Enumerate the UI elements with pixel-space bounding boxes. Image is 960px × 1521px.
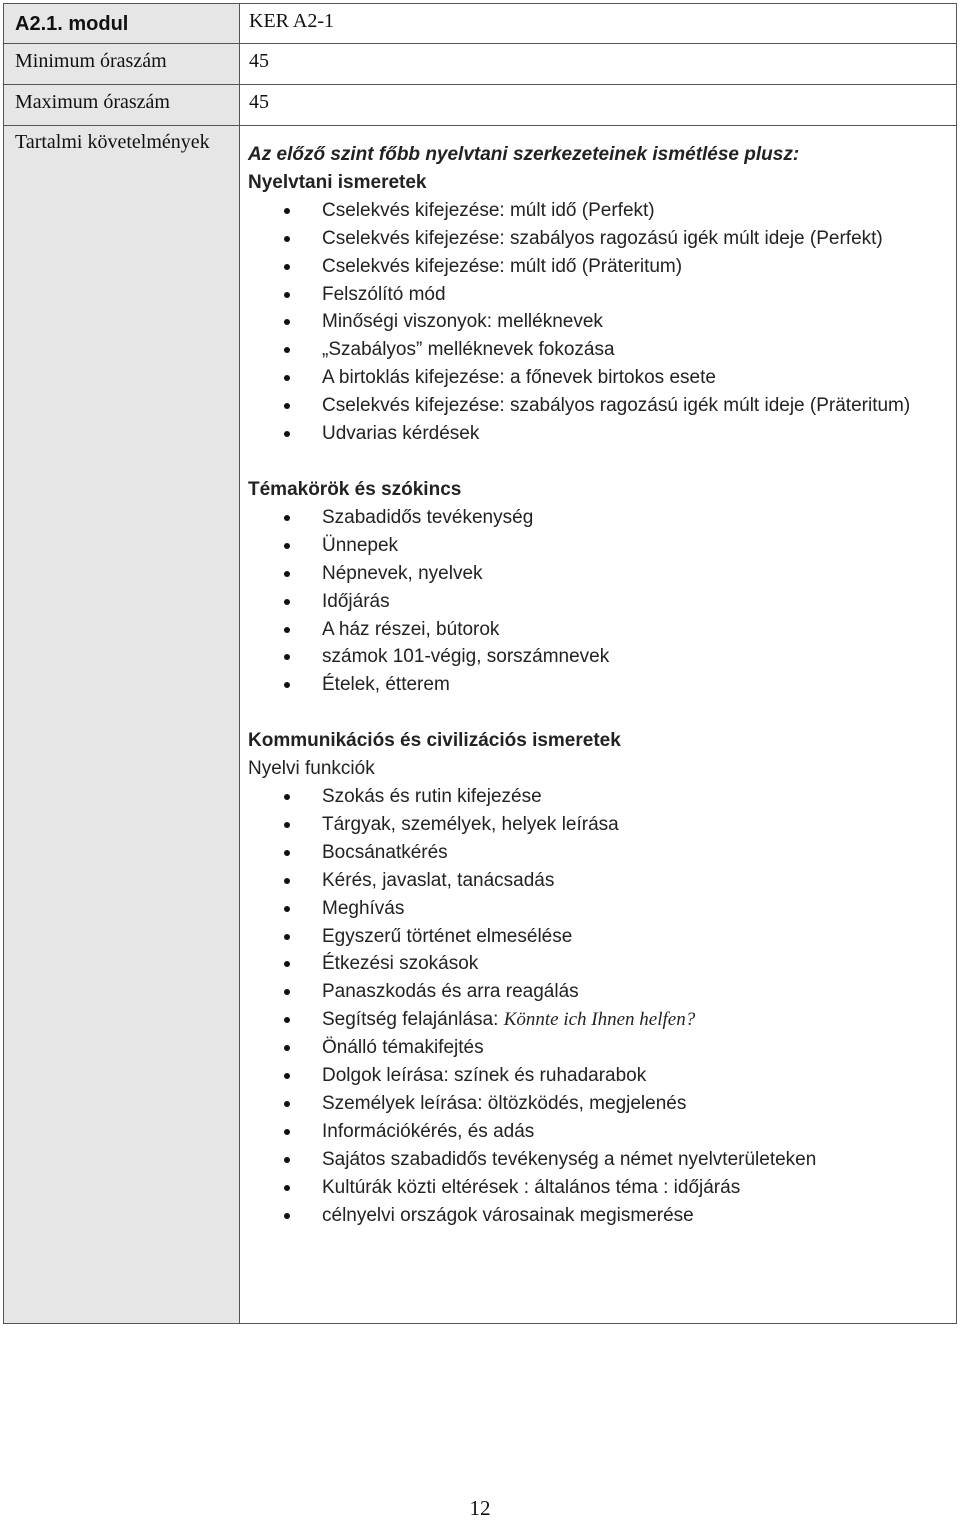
grammar-list [248,197,956,448]
list-item: Önálló témakifejtés [322,1034,956,1062]
list-item: „Szabályos” melléknevek fokozása [322,336,956,364]
list-item: Sajátos szabadidős tevékenység a német nyelvterületeken [322,1146,956,1174]
communication-list-continued [248,1034,956,1229]
communication-help-list [248,1006,956,1034]
requirements-content [240,126,957,1324]
list-item: Felszólító mód [322,281,956,309]
list-item: Meghívás [322,895,956,923]
topics-heading: Témakörök és szókincs [248,478,462,500]
list-item: Cselekvés kifejezése: szabályos ragozású igék múlt ideje (Präteritum) [322,392,956,420]
intro-line: Az előző szint főbb nyelvtani szerkezeteinek ismétlése plusz: [248,144,800,165]
min-hours-label: Minimum óraszám [4,44,240,85]
list-item: Népnevek, nyelvek [322,560,956,588]
list-item: Ételek, étterem [322,671,956,699]
requirements-row [4,126,957,1324]
list-item: Kérés, javaslat, tanácsadás [322,867,956,895]
help-phrase: Könnte ich Ihnen helfen? [503,1009,696,1031]
module-value: KER A2-1 [240,4,957,44]
list-item: Szabadidős tevékenység [322,504,956,532]
module-row [4,4,957,44]
module-label: A2.1. modul [4,4,240,44]
list-item: Tárgyak, személyek, helyek leírása [322,811,956,839]
list-item [322,1006,956,1034]
list-item: Cselekvés kifejezése: szabályos ragozású igék múlt ideje (Perfekt) [322,225,956,253]
list-item: Szokás és rutin kifejezése [322,783,956,811]
help-prefix: Segítség felajánlása: [322,1009,504,1031]
requirements-label: Tartalmi követelmények [4,126,240,1324]
max-hours-label: Maximum óraszám [4,85,240,126]
max-hours-row [4,85,957,126]
list-item: célnyelvi országok városainak megismerése [322,1202,956,1230]
list-item: Időjárás [322,588,956,616]
communication-heading: Kommunikációs és civilizációs ismeretek [248,730,621,752]
communication-list [248,783,956,1006]
list-item: Dolgok leírása: színek és ruhadarabok [322,1062,956,1090]
language-functions-subheading: Nyelvi funkciók [248,758,375,780]
list-item: Ünnepek [322,532,956,560]
grammar-heading: Nyelvtani ismeretek [248,171,427,193]
list-item: Udvarias kérdések [322,420,956,448]
list-item: Személyek leírása: öltözködés, megjelenés [322,1090,956,1118]
list-item: Kultúrák közti eltérések : általános téma : időjárás [322,1174,956,1202]
list-item: Panaszkodás és arra reagálás [322,978,956,1006]
list-item: Cselekvés kifejezése: múlt idő (Präteritum) [322,253,956,281]
list-item: A birtoklás kifejezése: a főnevek birtokos esete [322,364,956,392]
min-hours-value: 45 [240,44,957,85]
list-item: Bocsánatkérés [322,839,956,867]
list-item: Minőségi viszonyok: melléknevek [322,308,956,336]
max-hours-value: 45 [240,85,957,126]
page-number: 12 [469,1496,491,1520]
topics-list [248,504,956,699]
module-table [3,3,957,1324]
list-item: Cselekvés kifejezése: múlt idő (Perfekt) [322,197,956,225]
list-item: Étkezési szokások [322,950,956,978]
list-item: számok 101-végig, sorszámnevek [322,643,956,671]
list-item: A ház részei, bútorok [322,616,956,644]
list-item: Egyszerű történet elmesélése [322,923,956,951]
min-hours-row [4,44,957,85]
list-item: Információkérés, és adás [322,1118,956,1146]
